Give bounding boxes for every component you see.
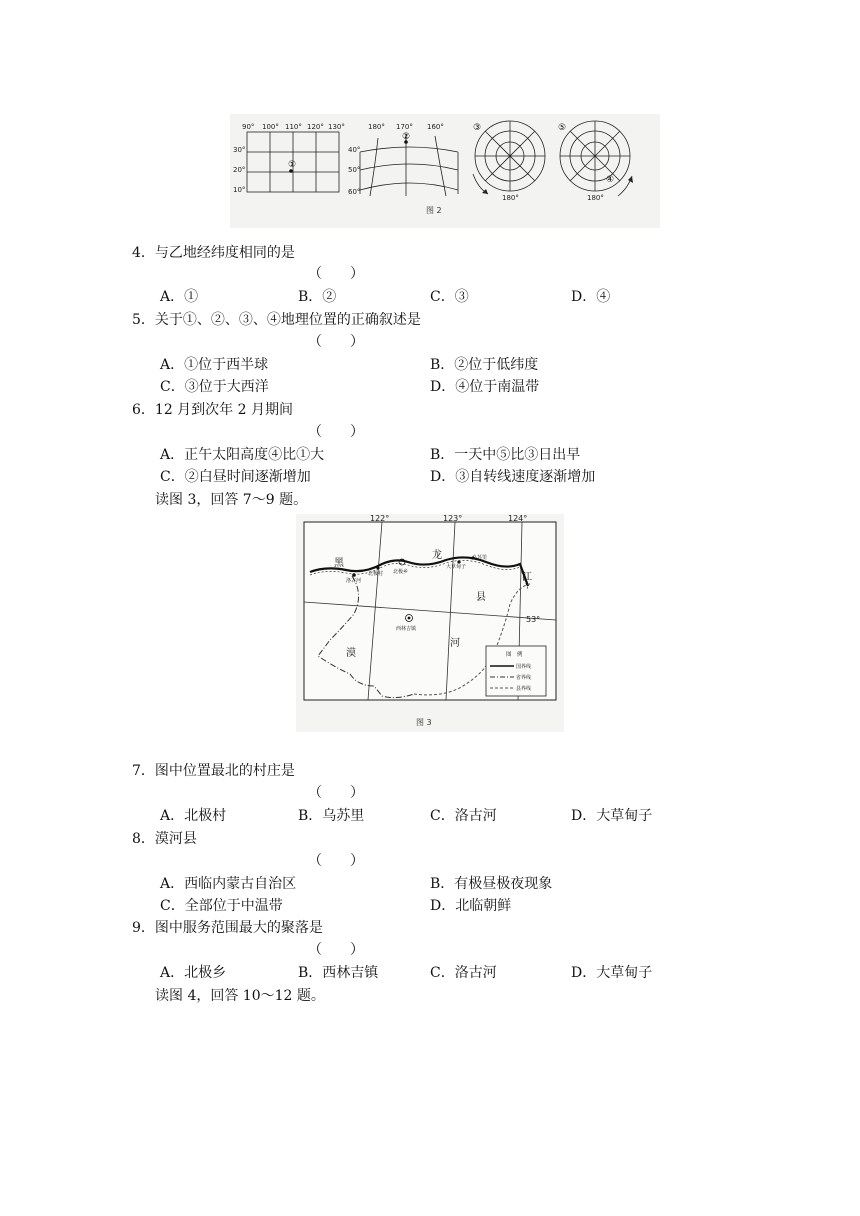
- map-lat-53: 53°: [526, 615, 541, 624]
- panel-1-lon-4: 120°: [307, 123, 324, 131]
- question-4-option-c: C．③: [430, 289, 469, 305]
- question-7-option-a: A．北极村: [160, 808, 227, 824]
- question-4-option-a: A．①: [160, 289, 199, 305]
- figure-3: [296, 514, 564, 732]
- panel-4-polar: [560, 121, 632, 196]
- place-wusuli: 乌苏里: [472, 555, 488, 561]
- question-6-option-d: D．③自转线速度逐渐增加: [430, 469, 596, 485]
- panel-1-lon-1: 90°: [242, 123, 255, 131]
- question-8-answer-blank: （ ）: [308, 853, 364, 869]
- question-5-option-c: C．③位于大西洋: [160, 379, 269, 395]
- question-4-option-d: D．④: [571, 289, 611, 305]
- place-beijixiang: 北极乡: [393, 569, 409, 575]
- question-6-option-a: A．正午太阳高度④比①大: [160, 447, 325, 463]
- place-luoguhe: 洛古河: [346, 578, 362, 584]
- question-9-option-a: A．北极乡: [160, 965, 227, 981]
- question-7: 7．图中位置最北的村庄是: [132, 763, 295, 779]
- place-xilinjizhen-center: [408, 617, 411, 620]
- place-beijicun: 北极村: [368, 571, 384, 577]
- question-5-option-a: A．①位于西半球: [160, 357, 269, 373]
- panel-1-point-label: ①: [288, 160, 297, 170]
- question-9: 9．图中服务范围最大的聚落是: [132, 920, 323, 936]
- question-6-option-c: C．②白昼时间逐渐增加: [160, 469, 311, 485]
- legend-provincial: 省界线: [516, 675, 532, 681]
- legend-national: 国界线: [516, 664, 532, 670]
- panel-3-polar: [473, 121, 545, 194]
- figure-3-instruction: 读图 3，回答 7～9 题。: [155, 492, 308, 508]
- question-9-option-c: C．洛古河: [430, 965, 497, 981]
- panel-2-point-label: ②: [402, 132, 411, 142]
- question-5-option-d: D．④位于南温带: [430, 379, 540, 395]
- panel-3-marker: ③: [473, 123, 482, 133]
- river-char-1: 黑: [334, 558, 344, 569]
- question-9-option-b: B．西林吉镇: [298, 965, 379, 981]
- panel-4-rotation-arrow: [628, 176, 633, 183]
- question-7-option-d: D．大草甸子: [571, 808, 653, 824]
- figure-3-caption: 图 3: [416, 718, 432, 727]
- panel-1-lon-2: 100°: [262, 123, 279, 131]
- question-8-option-b: B．有极昼极夜现象: [430, 876, 553, 892]
- river-char-2: 龙: [432, 550, 442, 561]
- legend-title: 图 例: [506, 652, 523, 658]
- question-8-option-c: C．全部位于中温带: [160, 898, 283, 914]
- question-4-answer-blank: （ ）: [308, 266, 364, 282]
- figure-2-graphic: [230, 114, 660, 228]
- question-9-option-d: D．大草甸子: [571, 965, 653, 981]
- panel-1-lat-2: 20°: [233, 166, 246, 174]
- question-8-option-d: D．北临朝鲜: [430, 898, 512, 914]
- river-char-3: 江: [522, 572, 532, 583]
- panel-2-lon-2: 170°: [396, 123, 413, 131]
- panel-2-lat-2: 50°: [348, 166, 361, 174]
- figure-3-map: [296, 514, 564, 732]
- panel-2-lon-3: 160°: [427, 123, 444, 131]
- question-7-option-b: B．乌苏里: [298, 808, 365, 824]
- question-4-option-b: B．②: [298, 289, 337, 305]
- question-8: 8．漠河县: [132, 831, 197, 847]
- question-5-option-b: B．②位于低纬度: [430, 357, 539, 373]
- panel-2-lon-1: 180°: [368, 123, 385, 131]
- panel-4-marker-top: ⑤: [558, 123, 567, 133]
- map-lon-122: 122°: [370, 514, 390, 523]
- panel-2-grid: [360, 134, 458, 196]
- panel-2-lat-1: 40°: [348, 146, 361, 154]
- panel-2-lat-3: 60°: [348, 188, 361, 196]
- map-lon-123: 123°: [443, 514, 463, 523]
- figure-2-caption: 图 2: [426, 206, 442, 215]
- panel-1-lat-1: 30°: [233, 146, 246, 154]
- place-luoguhe-dot: [352, 573, 356, 577]
- question-7-answer-blank: （ ）: [308, 785, 364, 801]
- question-5: 5．关于①、②、③、④地理位置的正确叙述是: [132, 312, 421, 328]
- map-legend: [486, 646, 546, 696]
- question-8-option-a: A．西临内蒙古自治区: [160, 876, 297, 892]
- question-6-option-b: B．一天中⑤比③日出早: [430, 447, 581, 463]
- panel-4-bottom-label: 180°: [587, 194, 604, 202]
- place-dacaodianzi: 大草甸子: [446, 564, 467, 570]
- question-7-option-c: C．洛古河: [430, 808, 497, 824]
- panel-1-lon-3: 110°: [285, 123, 302, 131]
- county-char-3: 县: [476, 592, 486, 603]
- panel-1-lon-5: 130°: [328, 123, 345, 131]
- figure-4-instruction: 读图 4，回答 10～12 题。: [155, 988, 325, 1004]
- question-6-answer-blank: （ ）: [308, 424, 364, 440]
- panel-1-lat-3: 10°: [233, 186, 246, 194]
- county-char-2: 河: [450, 638, 460, 649]
- panel-4-marker-bottom: ④: [606, 175, 615, 185]
- panel-3-bottom-label: 180°: [502, 194, 519, 202]
- county-char-1: 漠: [346, 648, 356, 659]
- legend-county: 县界线: [516, 686, 532, 692]
- figure-2: [230, 114, 660, 228]
- map-lon-124: 124°: [508, 514, 528, 523]
- question-4: 4．与乙地经纬度相同的是: [132, 245, 295, 261]
- question-6: 6．12 月到次年 2 月期间: [132, 402, 293, 418]
- question-5-answer-blank: （ ）: [308, 334, 364, 350]
- question-9-answer-blank: （ ）: [308, 942, 364, 958]
- place-beijicun-dot: [376, 566, 379, 569]
- place-xilinjizhen: 西林吉镇: [396, 626, 417, 632]
